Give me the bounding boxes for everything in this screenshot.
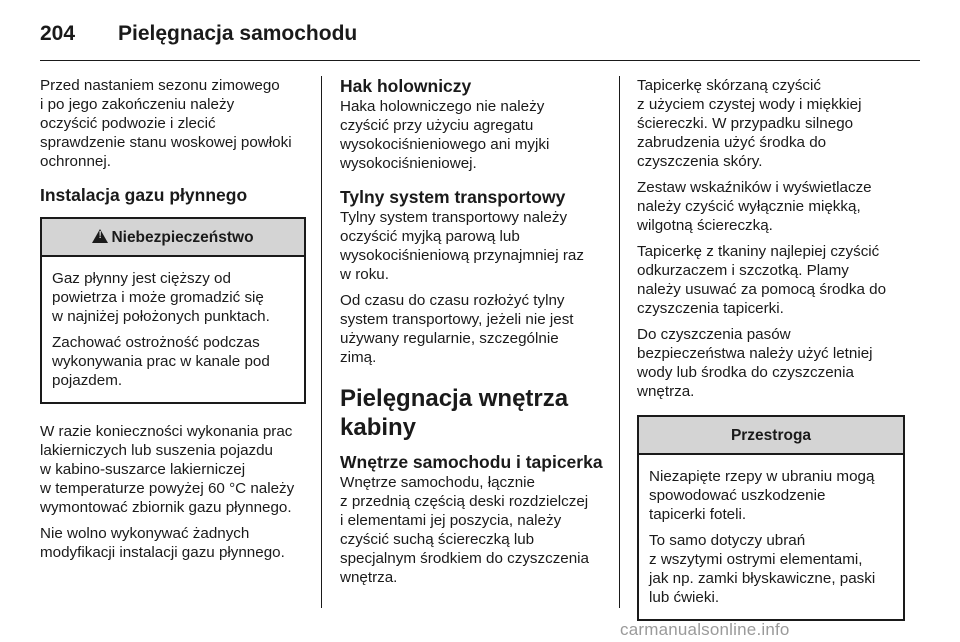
upholstery-paragraph: Wnętrze samochodu, łącznie z przednią częścią deski rozdzielczej i elementami jej poszycia, należy czyścić suchą ściereczką lub specjalnym środkiem do czyszczenia wnętrza. — [340, 474, 589, 586]
danger-box-body — [42, 257, 304, 402]
intro-paragraph: Przed nastaniem sezonu zimowego i po jego zakończeniu należy oczyścić podwozie i zlecić sprawdzenie stanu woskowej powłoki ochronnej. — [40, 77, 292, 170]
header-divider — [40, 60, 920, 61]
caution-box-header — [639, 417, 903, 455]
column-divider-2 — [619, 76, 620, 608]
danger-box — [40, 217, 306, 404]
danger-paragraph-2: Zachować ostrożność podczas wykonywania prac w kanale pod pojazdem. — [52, 334, 270, 389]
repair-paragraph: W razie konieczności wykonania prac lakierniczych lub suszenia pojazdu w kabino-suszarce lakierniczej w temperaturze powyżej 60 °C należy wymontować zbiornik gazu płynnego. — [40, 423, 295, 516]
interior-care-heading: Pielęgnacja wnętrza kabiny — [340, 385, 569, 441]
rear-carrier-paragraph-2: Od czasu do czasu rozłożyć tylny system transportowy, jeżeli nie jest używany regularnie, szczególnie zimą. — [340, 292, 574, 366]
danger-box-header — [42, 219, 304, 257]
rear-carrier-paragraph-1: Tylny system transportowy należy oczyścić myjką parową lub wysokociśnieniową przynajmniej raz w roku. — [340, 209, 584, 283]
hitch-heading: Hak holowniczy — [340, 76, 472, 96]
fabric-paragraph: Tapicerkę z tkaniny najlepiej czyścić odkurzaczem i szczotką. Plamy należy usuwać za pomocą środka do czyszczenia tapicerki. — [637, 243, 887, 317]
column-3 — [637, 76, 905, 621]
column-divider-1 — [321, 76, 322, 608]
upholstery-heading: Wnętrze samochodu i tapicerka — [340, 452, 603, 472]
caution-paragraph-1: Niezapięte rzepy w ubraniu mogą spowodować uszkodzenie tapicerki foteli. — [649, 468, 875, 523]
leather-paragraph: Tapicerkę skórzaną czyścić z użyciem czystej wody i miękkiej ściereczki. W przypadku silnego zabrudzenia użyć środka do czyszczenia skóry. — [637, 77, 862, 170]
page-header — [40, 14, 357, 54]
instruments-paragraph: Zestaw wskaźników i wyświetlacze należy czyścić wyłącznie miękką, wilgotną ściereczką. — [637, 179, 872, 234]
caution-box-title: Przestroga — [730, 426, 812, 444]
watermark: carmanualsonline.info — [620, 620, 790, 639]
page-title: Pielęgnacja samochodu — [118, 22, 358, 45]
warning-triangle-icon — [92, 229, 108, 243]
page-number: 204 — [40, 22, 76, 45]
caution-box — [637, 415, 905, 621]
column-2 — [340, 76, 608, 594]
danger-paragraph-1: Gaz płynny jest cięższy od powietrza i może gromadzić się w najniżej położonych punktach. — [52, 270, 270, 325]
danger-box-title: Niebezpieczeństwo — [111, 228, 254, 246]
rear-carrier-heading: Tylny system transportowy — [340, 187, 566, 207]
caution-box-body — [639, 455, 903, 619]
gas-section-heading: Instalacja gazu płynnego — [40, 185, 248, 205]
modification-paragraph: Nie wolno wykonywać żadnych modyfikacji instalacji gazu płynnego. — [40, 525, 285, 561]
column-1 — [40, 76, 306, 569]
seat-belts-paragraph: Do czyszczenia pasów bezpieczeństwa należy użyć letniej wody lub środka do czyszczenia wnętrza. — [637, 326, 873, 400]
hitch-paragraph: Haka holowniczego nie należy czyścić przy użyciu agregatu wysokociśnieniowego ani myjki wysokociśnieniowej. — [340, 98, 550, 172]
caution-paragraph-2: To samo dotyczy ubrań z wszytymi ostrymi elementami, jak np. zamki błyskawiczne, paski lub ćwieki. — [649, 532, 876, 606]
